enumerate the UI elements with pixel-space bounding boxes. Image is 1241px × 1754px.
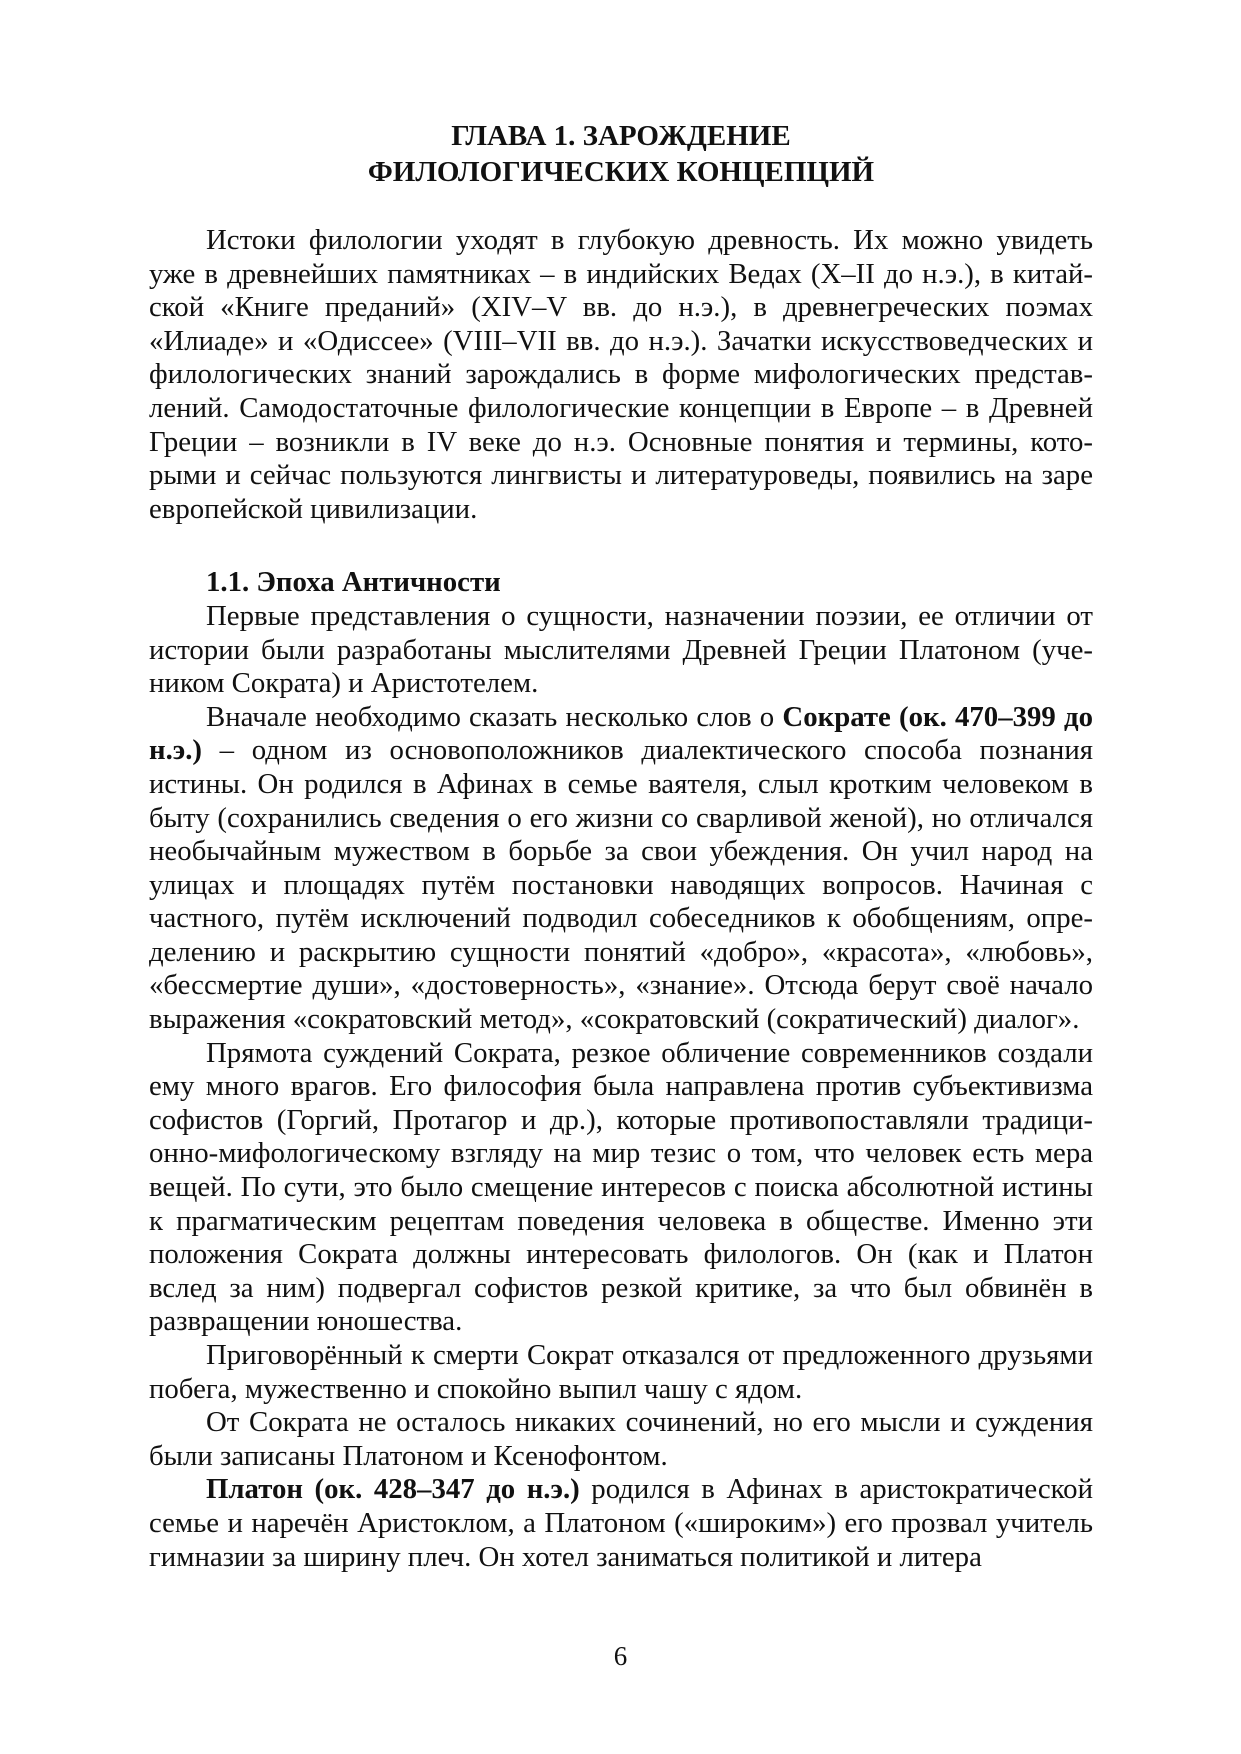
page-body [149,118,1093,1574]
chapter-title-line-1: ГЛАВА 1. ЗАРОЖДЕНИЕ [451,120,791,152]
paragraph-plato [149,1473,1093,1574]
plato-body-text: родился в Афинах в аристократической семье и наречён Аристоклом, а Платоном («широким») его прозвал учитель гимназии за ширину плеч. Он хотел заниматься политикой и литера [149,1473,1093,1573]
chapter-title-line-2: ФИЛОЛОГИЧЕСКИХ КОНЦЕПЦИЙ [367,156,875,188]
section-heading: 1.1. Эпоха Античности [206,566,501,599]
intro-paragraph: Истоки филологии уходят в глубокую древность. Их можно увидеть уже в древнейших памятниках – в индийских Ведах (X–II до н.э.), в китайской «Книге преданий» (XIV–V вв. до н.э.), в древнегреческих поэмах «Илиаде» и «Одиссее» (VIII–VII вв. до н.э.). Зачатки искусствоведческих и филологических знаний зарождались в форме мифологических представлений. Самодостаточные филологические концепции в Европе – в Древней Греции – возникли в IV веке до н.э. Основные понятия и термины, которыми и сейчас пользуются лингвисты и литературоведы, появились на заре европейской цивилизации. [149,224,1093,525]
socrates-name-dates: Сократе (ок. 470–399 до н.э.) [149,700,1093,767]
plato-name-dates: Платон (ок. 428–347 до н.э.) [206,1473,580,1506]
paragraph-socrates-legacy: От Сократа не осталось никаких сочинений, но его мысли и суждения были записаны Платоном и Ксенофонтом. [149,1406,1093,1472]
socrates-body-text: – одном из основоположников диалектического способа познания истины. Он родился в Афинах в семье ваятеля, слыл кротким человеком в быту (сохранились сведения о его жизни со сварливой женой), но отличался необычайным мужеством в борьбе за свои убеждения. Он учил народ на улицах и площадях путём постановки наводящих вопросов. Начиная с частного, путём исключений подводил собеседников к обобщениям, определению и раскрытию сущности понятий «добро», «красота», «любовь», «бессмертие души», «достоверность», «знание». Отсюда берут своё начало выражения «сократовский метод», «сократовский (сократический) диалог». [149,734,1093,1036]
socrates-lead-text: Вначале необходимо сказать несколько слов о [206,700,783,733]
paragraph-poetry-origins: Первые представления о сущности, назначении поэзии, ее отличии от истории были разработаны мыслителями Древней Греции Платоном (учеником Сократа) и Аристотелем. [149,599,1093,700]
paragraph-socrates-enemies: Прямота суждений Сократа, резкое обличение современников создали ему много врагов. Его философия была направлена против субъективизма софистов (Горгий, Протагор и др.), которые противопоставляли традиционно-мифологическому взгляду на мир тезис о том, что человек есть мера вещей. По сути, это было смещение интересов с поиска абсолютной истины к прагматическим рецептам поведения человека в обществе. Именно эти положения Сократа должны интересовать филологов. Он (как и Платон вслед за ним) подвергал софистов резкой критике, за что был обвинён в развращении юношества. [149,1036,1093,1338]
paragraph-socrates [149,701,1093,1037]
paragraph-socrates-death: Приговорённый к смерти Сократ отказался от предложенного друзьями побега, мужественно и спокойно выпил чашу с ядом. [149,1339,1093,1405]
chapter-title [149,118,1093,190]
page-number: 6 [613,1641,628,1671]
